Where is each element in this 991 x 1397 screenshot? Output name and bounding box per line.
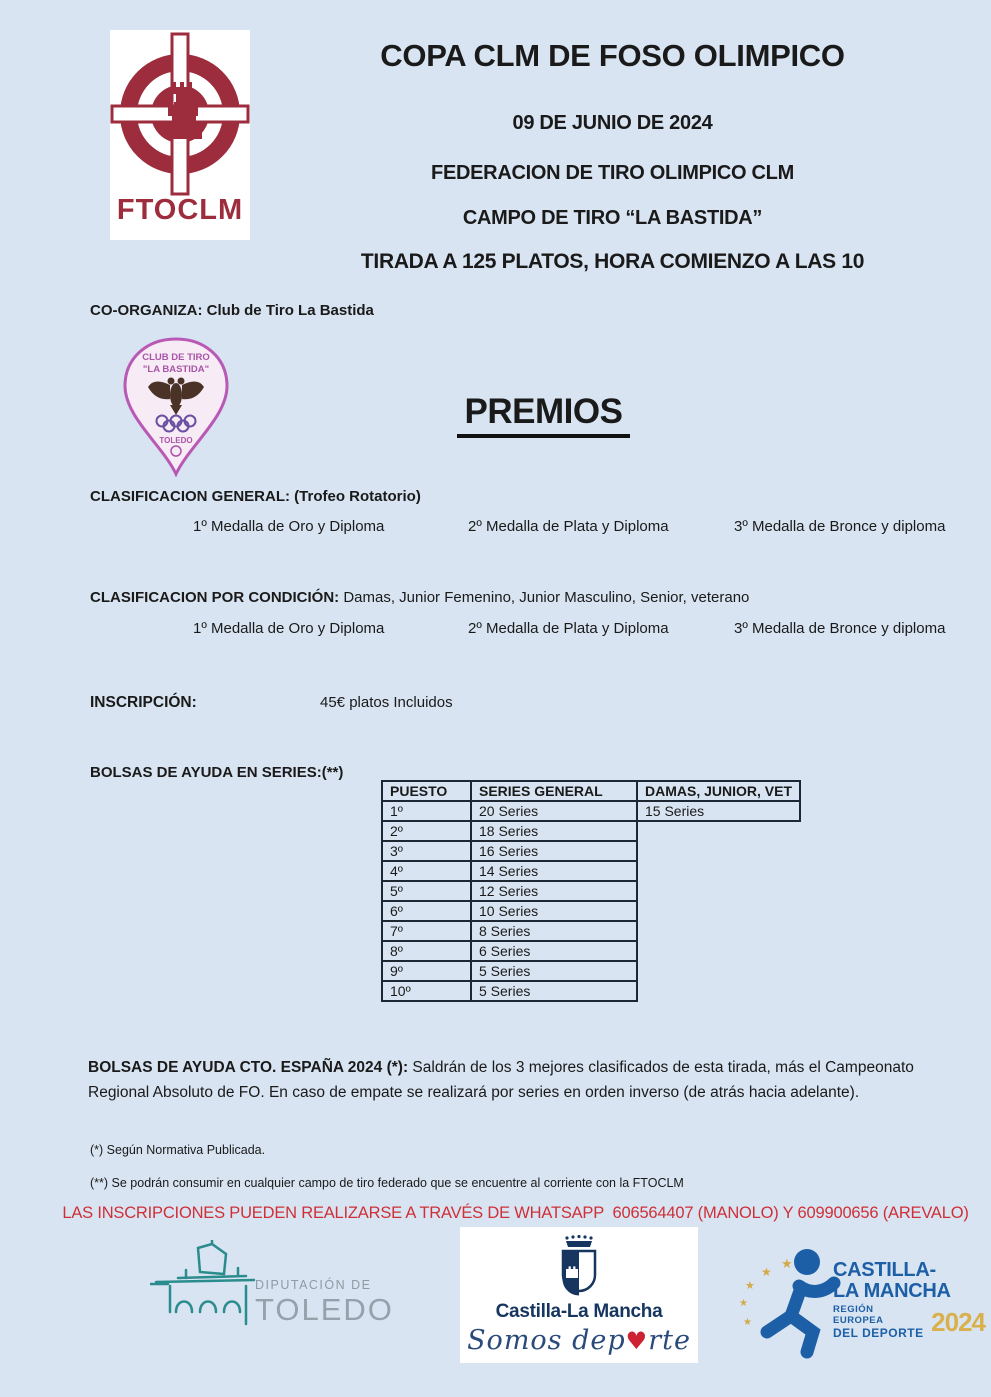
bolsas-series-label: BOLSAS DE AYUDA EN SERIES:(**) [90, 764, 344, 781]
col-header-damas-junior-vet: DAMAS, JUNIOR, VET [637, 781, 800, 801]
table-row: 1º 20 Series 15 Series [382, 801, 800, 821]
inscripcion-value: 45€ platos Incluidos [320, 694, 453, 711]
premios-heading: PREMIOS [0, 392, 991, 438]
toledo-line1: DIPUTACIÓN DE [255, 1278, 372, 1292]
header [250, 32, 975, 274]
clm-shield-icon [553, 1235, 605, 1297]
table-row: 7º 8 Series [382, 921, 800, 941]
footnote-asterisk: (*) Según Normativa Publicada. [90, 1143, 266, 1157]
medal-silver: 2º Medalla de Plata y Diploma [468, 518, 669, 535]
event-date: 09 DE JUNIO DE 2024 [512, 112, 713, 134]
heart-icon: ♥ [625, 1327, 649, 1355]
federation-name: FEDERACION DE TIRO OLIMPICO CLM [431, 162, 794, 184]
medal-gold: 1º Medalla de Oro y Diploma [193, 518, 385, 535]
series-table [381, 780, 801, 1002]
ftoclm-logo [110, 30, 250, 240]
star-icon: ★ [743, 1317, 752, 1328]
col-header-puesto: PUESTO [382, 781, 471, 801]
table-row: 6º 10 Series [382, 901, 800, 921]
event-details: TIRADA A 125 PLATOS, HORA COMIENZO A LAS 10 [360, 250, 865, 273]
table-row: 10º 5 Series [382, 981, 800, 1001]
badge-city: TOLEDO [159, 436, 193, 445]
clm-logo-name: Castilla-La Mancha [495, 1301, 663, 1322]
target-crosshair-icon [110, 30, 250, 198]
toledo-logo-text [255, 1278, 394, 1328]
bolsas-cto-paragraph: BOLSAS DE AYUDA CTO. ESPAÑA 2024 (*): Saldrán de los 3 mejores clasificados de esta tirada, más el Campeonato Regional Absoluto de FO. En caso de empate se realizará por series en orden inverso (de atrás hacia adelante). [88, 1059, 914, 1101]
table-row: 8º 6 Series [382, 941, 800, 961]
ftoclm-logo-text: FTOCLM [116, 194, 244, 226]
table-row: 3º 16 Series [382, 841, 800, 861]
coorganiza-line: CO-ORGANIZA: Club de Tiro La Bastida [90, 302, 374, 319]
badge-club-name: CLUB DE TIRO [142, 352, 210, 363]
somos-deporte-script: Somos dep♥rte [467, 1325, 691, 1356]
medal-silver: 2º Medalla de Plata y Diploma [468, 620, 669, 637]
medal-bronze: 3º Medalla de Bronce y diploma [734, 518, 946, 535]
col-header-series-general: SERIES GENERAL [471, 781, 637, 801]
table-header-row [382, 781, 800, 801]
whatsapp-inscription-line: LAS INSCRIPCIONES PUEDEN REALIZARSE A TRAVÉS DE WHATSAPP 606564407 (MANOLO) Y 609900656 (AREVALO) [62, 1204, 969, 1222]
footnote-double-asterisk: (**) Se podrán consumir en cualquier campo de tiro federado que se encuentre al corriente con la FTOCLM [90, 1176, 684, 1190]
medal-gold: 1º Medalla de Oro y Diploma [193, 620, 385, 637]
region-line4: DEL DEPORTE [833, 1325, 924, 1340]
clasificacion-condicion-label: CLASIFICACION POR CONDICIÓN: Damas, Junior Femenino, Junior Masculino, Senior, veterano [90, 589, 750, 606]
star-icon: ★ [761, 1265, 772, 1279]
medal-bronze: 3º Medalla de Bronce y diploma [734, 620, 946, 637]
venue-name: CAMPO DE TIRO “LA BASTIDA” [462, 207, 763, 229]
region-line1: CASTILLA- [833, 1259, 936, 1281]
region-line2: LA MANCHA [833, 1280, 951, 1302]
region-year: 2024 [931, 1307, 985, 1338]
table-row: 2º 18 Series [382, 821, 800, 841]
region-line3: REGIÓN EUROPEA [833, 1304, 884, 1326]
badge-club-name2: "LA BASTIDA" [142, 364, 210, 375]
page-title: COPA CLM DE FOSO OLIMPICO [380, 38, 845, 73]
star-icon: ★ [745, 1280, 755, 1292]
region-logo-text [833, 1260, 985, 1341]
table-row: 4º 14 Series [382, 861, 800, 881]
star-icon: ★ [781, 1256, 793, 1271]
region-europea-deporte-logo [733, 1232, 985, 1360]
castilla-la-mancha-logo [460, 1227, 698, 1363]
inscripcion-label: INSCRIPCIÓN: [90, 694, 197, 711]
star-icon: ★ [739, 1298, 748, 1309]
toledo-line2: TOLEDO [255, 1292, 394, 1327]
clasificacion-general-label: CLASIFICACION GENERAL: (Trofeo Rotatorio) [90, 488, 421, 505]
table-row: 9º 5 Series [382, 961, 800, 981]
table-row: 5º 12 Series [382, 881, 800, 901]
toledo-bridge-icon [150, 1240, 260, 1350]
diputacion-toledo-logo [150, 1240, 400, 1350]
